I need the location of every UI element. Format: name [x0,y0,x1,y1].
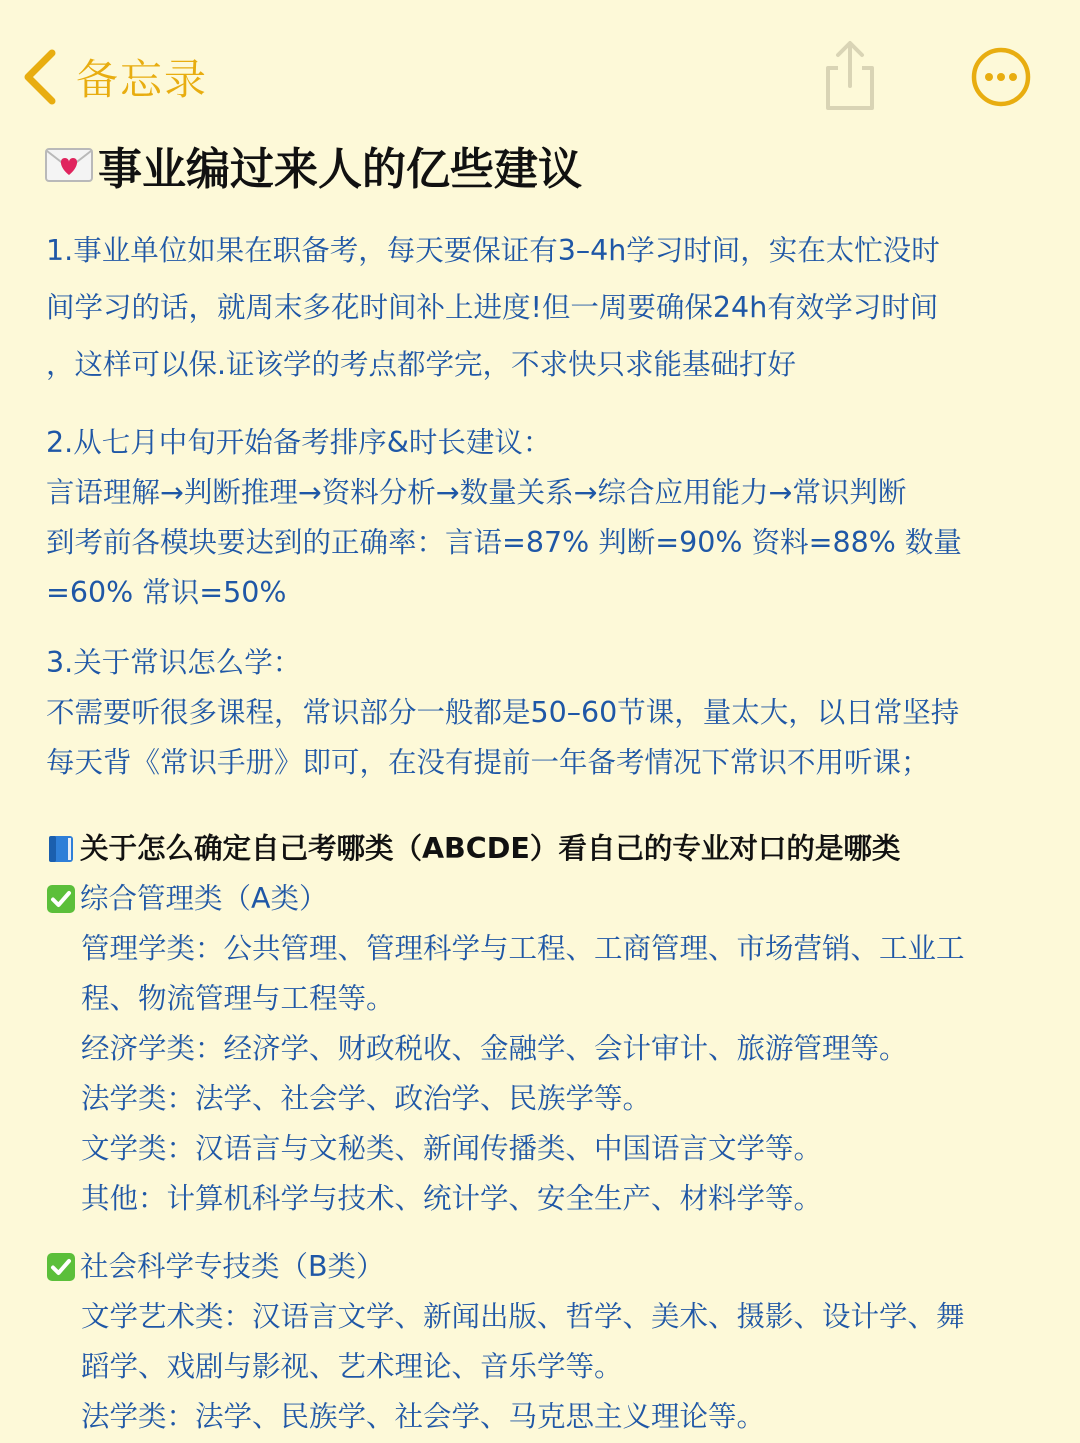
list-item: 法学类：法学、社会学、政治学、民族学等。 [81,1082,652,1115]
note-title [44,130,1044,200]
text-line: ，这样可以保.证该学的考点都学完，不求快只求能基础打好 [46,348,797,381]
category-section [46,824,1046,1224]
text-line: 言语理解→判断推理→资料分析→数量关系→综合应用能力→常识判断 [46,476,907,509]
navigation-bar [0,0,1080,130]
category-b-heading [46,1242,1046,1292]
blue-book-icon [46,834,76,864]
list-item: 文学艺术类：汉语言文学、新闻出版、哲学、美术、摄影、设计学、舞 [81,1300,965,1333]
section-1 [46,222,1046,393]
section-2 [46,418,1046,618]
share-button[interactable] [818,38,882,114]
category-a-heading-text: 综合管理类（A类） [80,882,328,915]
check-mark-icon [46,1252,76,1282]
list-item: 其他：计算机科学与技术、统计学、安全生产、材料学等。 [81,1182,823,1215]
back-label: 备忘录 [76,55,209,104]
more-icon [970,46,1032,108]
category-heading-text: 关于怎么确定自己考哪类（ABCDE）看自己的专业对口的是哪类 [80,832,901,865]
text-line: 不需要听很多课程，常识部分一般都是50–60节课，量太大，以日常坚持 [46,696,960,729]
section-3 [46,638,1046,788]
note-title-text: 事业编过来人的亿些建议 [98,144,582,195]
text-line: 2.从七月中旬开始备考排序&时长建议： [46,426,552,459]
share-icon [818,38,882,114]
list-item: 蹈学、戏剧与影视、艺术理论、音乐学等。 [81,1350,623,1383]
text-line: 3.关于常识怎么学： [46,646,302,679]
list-item: 程、物流管理与工程等。 [81,982,395,1015]
check-mark-icon [46,884,76,914]
back-button[interactable] [22,44,208,110]
list-item: 文学类：汉语言与文秘类、新闻传播类、中国语言文学等。 [81,1132,823,1165]
love-letter-icon [44,145,94,185]
category-b-list [46,1292,1046,1442]
list-item: 法学类：法学、民族学、社会学、马克思主义理论等。 [81,1400,766,1433]
chevron-left-icon [22,49,58,105]
text-line: =60% 常识=50% [46,576,287,609]
category-heading [46,824,1046,874]
text-line: 到考前各模块要达到的正确率：言语=87% 判断=90% 资料=88% 数量 [46,526,962,559]
list-item: 管理学类：公共管理、管理科学与工程、工商管理、市场营销、工业工 [81,932,965,965]
category-b-section [46,1242,1046,1442]
list-item: 经济学类：经济学、财政税收、金融学、会计审计、旅游管理等。 [81,1032,908,1065]
category-a-list [46,924,1046,1224]
text-line: 每天背《常识手册》即可，在没有提前一年备考情况下常识不用听课； [46,746,930,779]
text-line: 间学习的话，就周末多花时间补上进度!但一周要确保24h有效学习时间 [46,291,939,324]
category-b-heading-text: 社会科学专技类（B类） [80,1250,385,1283]
category-a-heading [46,874,1046,924]
more-button[interactable] [970,46,1032,108]
text-line: 1.事业单位如果在职备考，每天要保证有3–4h学习时间，实在太忙没时 [46,234,940,267]
